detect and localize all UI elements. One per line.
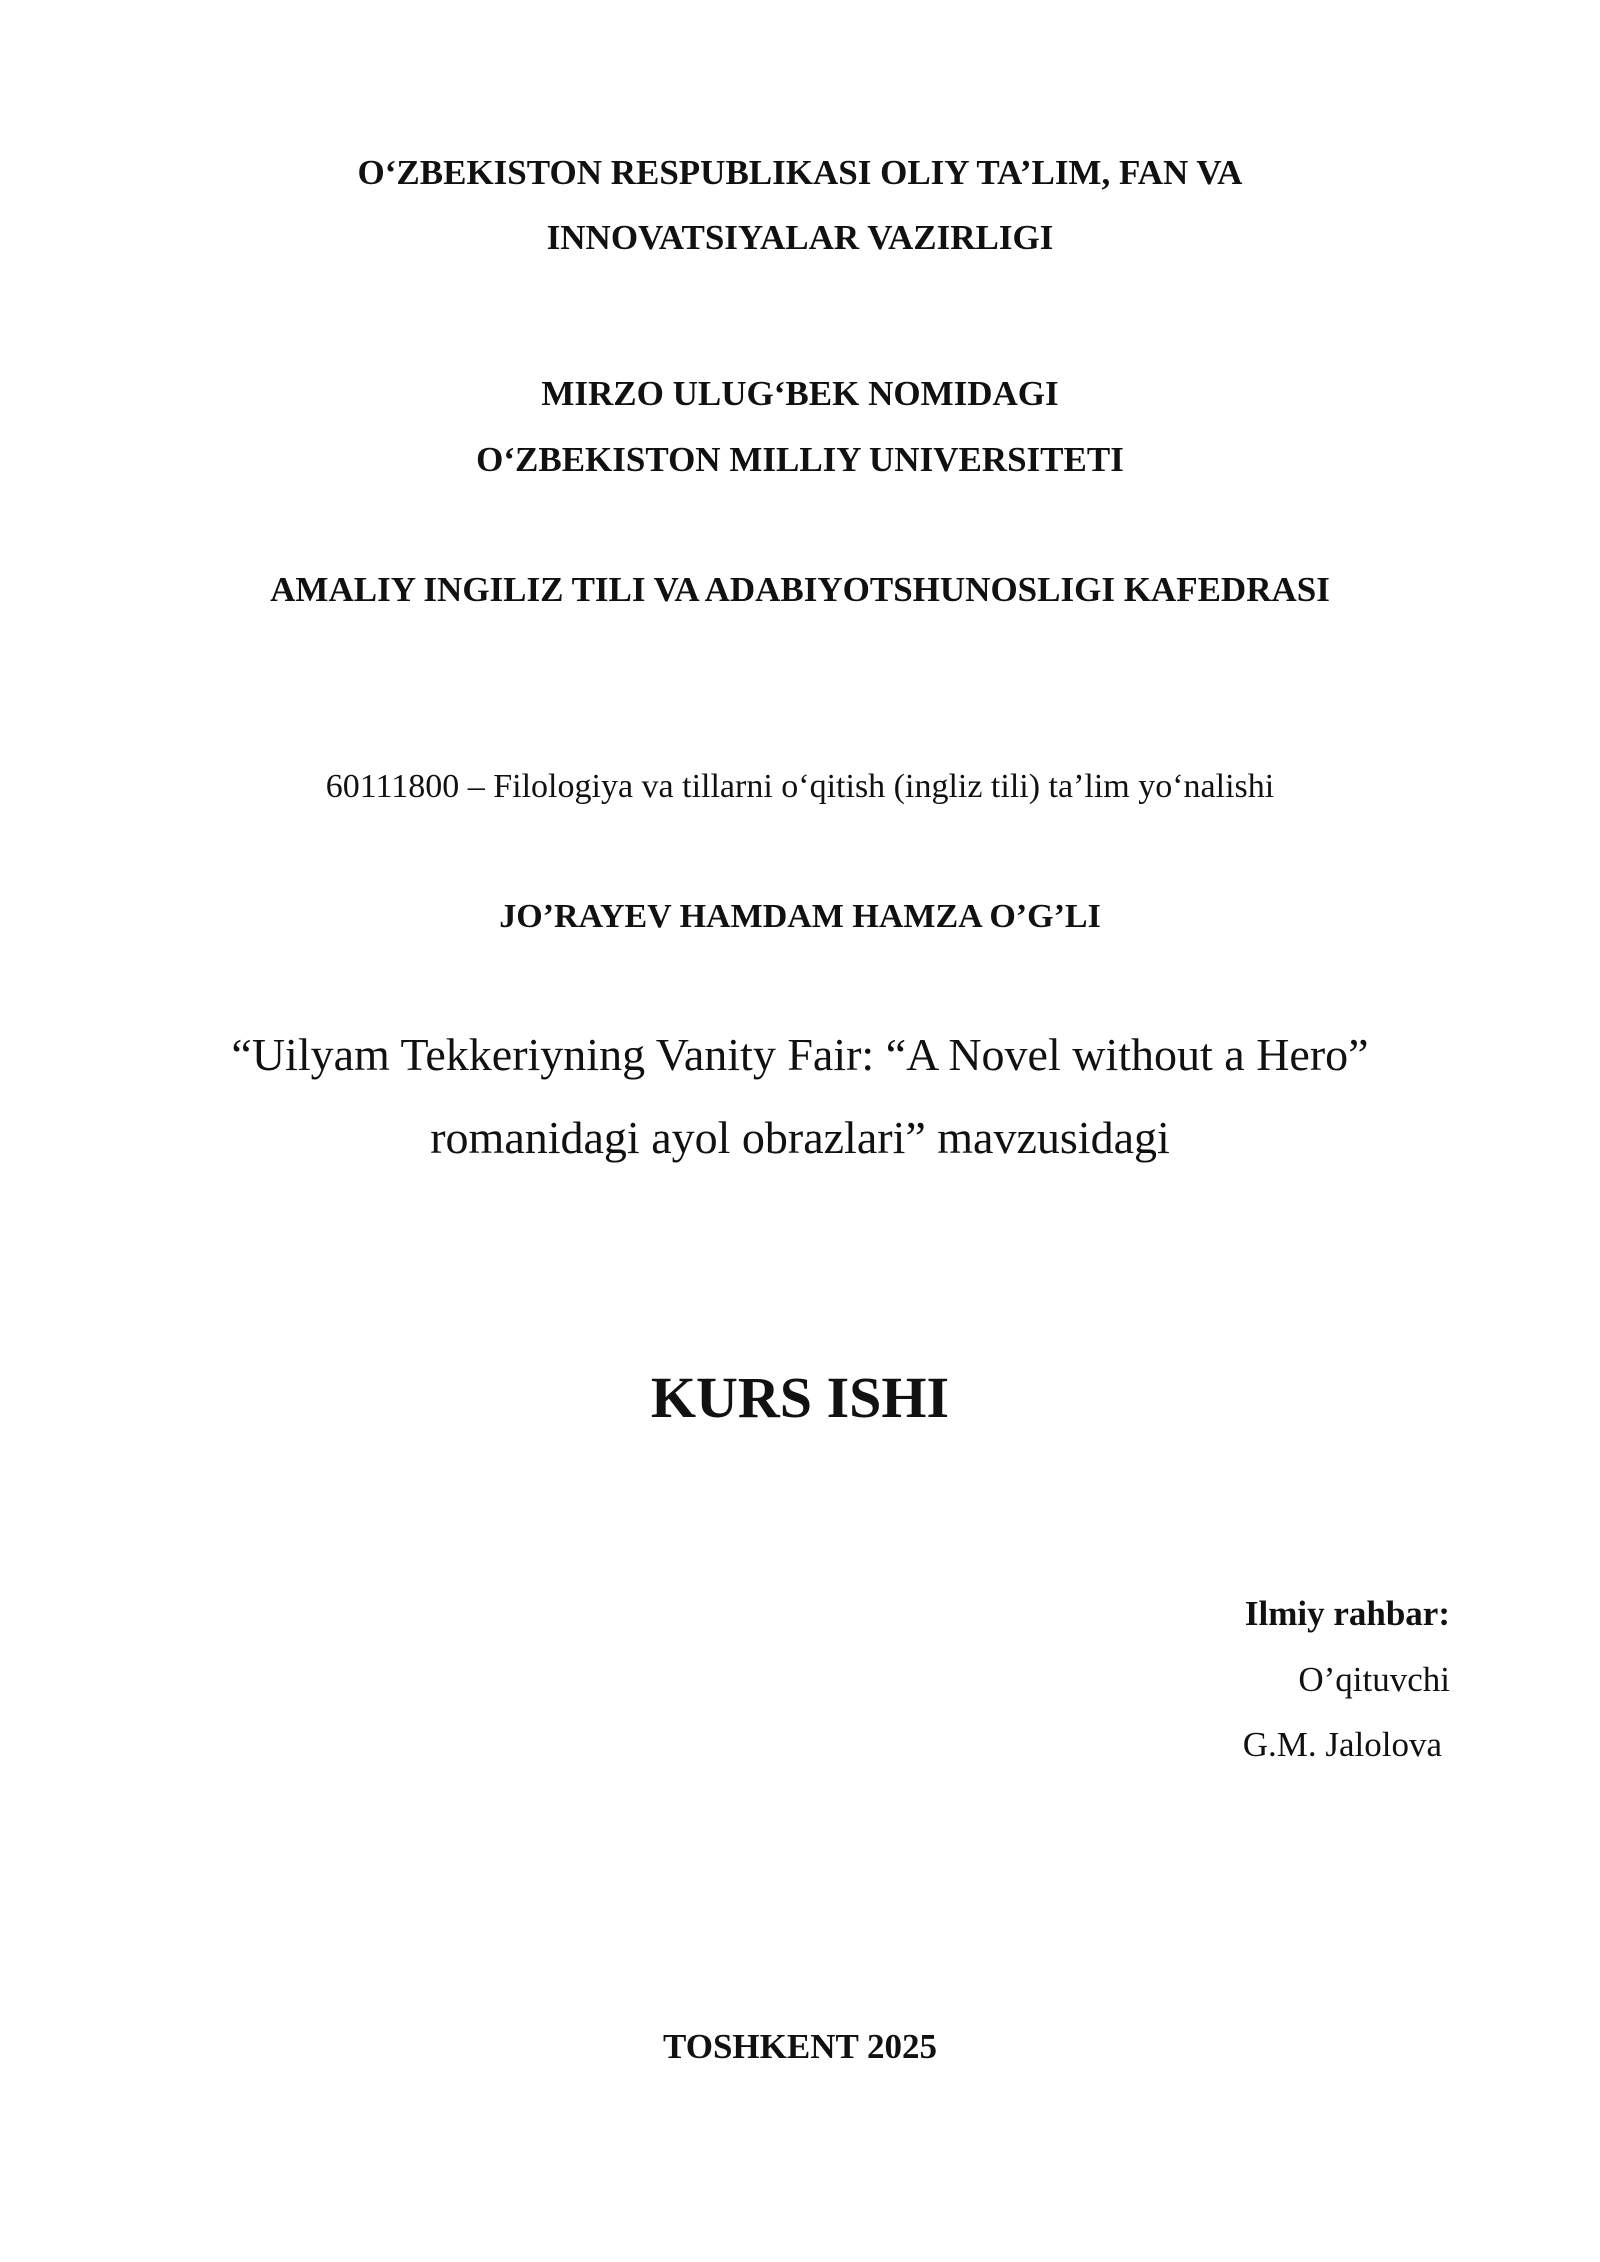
ministry-line-2: INNOVATSIYALAR VAZIRLIGI [546,218,1054,257]
topic-line-2: romanidagi ayol obrazlari” mavzusidagi [430,1112,1170,1163]
specialty-line: 60111800 – Filologiya va tillarni o‘qitish (ingliz tili) ta’lim yo‘nalishi [325,768,1275,805]
author-name: JO’RAYEV HAMDAM HAMZA O’G’LI [499,898,1101,935]
ministry-line-1: O‘ZBEKISTON RESPUBLIKASI OLIY TA’LIM, FAN VA [357,153,1243,192]
topic-line-1: “Uilyam Tekkeriyning Vanity Fair: “A Novel without a Hero” [231,1029,1369,1080]
university-line-2: O‘ZBEKISTON MILLIY UNIVERSITETI [476,440,1124,479]
supervisor-name: G.M. Jalolova [1242,1725,1442,1764]
university-line-1: MIRZO ULUG‘BEK NOMIDAGI [541,374,1059,413]
supervisor-position: O’qituvchi [1298,1660,1450,1699]
department-name: AMALIY INGILIZ TILI VA ADABIYOTSHUNOSLIGI KAFEDRASI [270,570,1330,609]
city-year: TOSHKENT 2025 [663,2027,937,2066]
work-type-title: KURS ISHI [650,1365,950,1430]
supervisor-label: Ilmiy rahbar: [1244,1594,1450,1633]
